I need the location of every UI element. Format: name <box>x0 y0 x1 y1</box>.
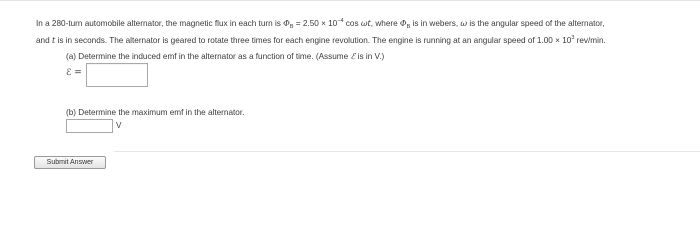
max-emf-answer-input[interactable] <box>66 119 113 133</box>
max-emf-unit: V <box>116 121 122 130</box>
problem-line-2: and t is in seconds. The alternator is geared to rotate three times for each engine revolution. The engine is running at an angular speed of $1.00 \times 10^3$ rev/min. <box>36 34 606 45</box>
problem-line-1: In a 280-turn automobile alternator, the magnetic flux in each turn is $\Phi_B = 2.50 \times 10^{-4}$ cos ωt, where $\Phi_B$ is in webers, ω is the angular speed of the alternator, <box>36 18 605 30</box>
submit-answer-button[interactable]: Submit Answer <box>34 156 106 169</box>
emf-answer-input[interactable] <box>86 63 148 87</box>
divider <box>114 151 700 152</box>
part-a-prompt: (a) Determine the induced emf in the alternator as a function of time. (Assume ℰ is in V.) <box>66 51 385 61</box>
problem-statement <box>36 17 696 47</box>
part-b-prompt: (b) Determine the maximum emf in the alternator. <box>66 108 245 117</box>
emf-label: ℰ = <box>66 68 82 78</box>
